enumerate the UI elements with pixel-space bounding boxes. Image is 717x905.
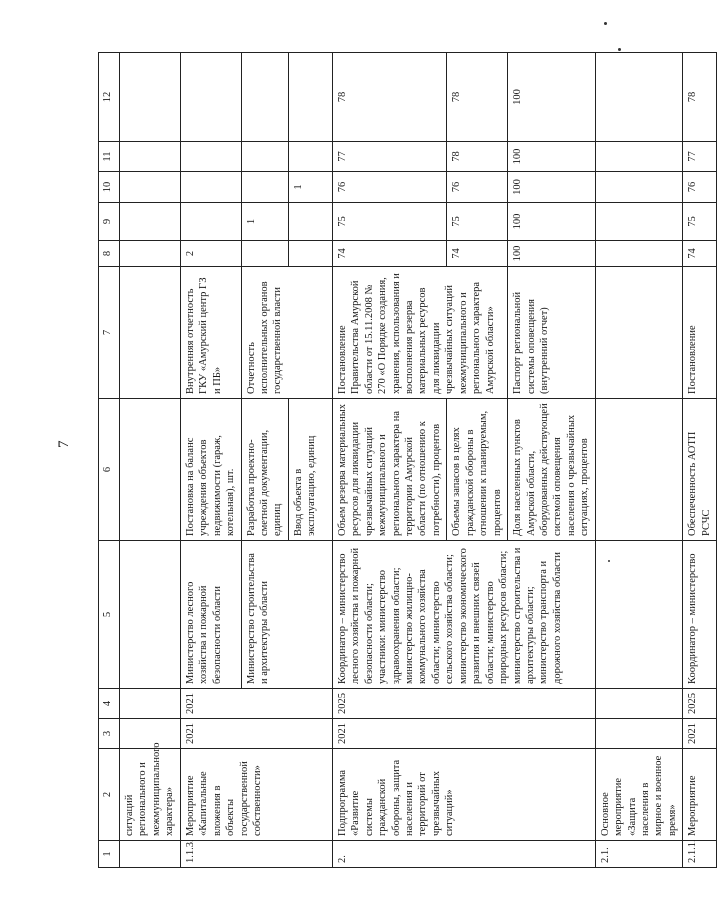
executor: Министерство лесного хозяйства и пожарной безопасности области	[180, 541, 241, 689]
value-cell: 74	[447, 241, 508, 267]
table-row	[595, 53, 683, 868]
indicator: Разработка проектно-сметной документации, единиц	[241, 399, 288, 541]
row-name: Мероприятие «Капитальные вложения в объекты государственной собственности»	[180, 749, 332, 841]
row-number: 2.	[332, 841, 595, 868]
rotated-table-container	[98, 53, 712, 868]
value-cell: 74	[332, 241, 447, 267]
table-row	[120, 53, 181, 868]
indicator: Доля населенных пунктов Амурской области, оборудованных действующей системой оповещения населения о чрезвычайных ситуациях, процентов	[508, 399, 596, 541]
source: Паспорт региональной системы оповещения (внутренний отчет)	[508, 267, 596, 399]
header-cell: 9	[99, 203, 120, 241]
header-cell: 8	[99, 241, 120, 267]
indicator: Ввод объекта в эксплуатацию, единиц	[288, 399, 332, 541]
row-number: 2.1.1.	[683, 841, 717, 868]
row-name: Основное мероприятие «Защита населения в мирное и военное время»	[595, 749, 683, 841]
header-cell: 3	[99, 719, 120, 749]
executor: Министерство строительства и архитектуры области	[241, 541, 332, 689]
value-cell: 100	[508, 203, 596, 241]
value-cell: 78	[683, 53, 717, 142]
indicator: Объем резерва материальных ресурсов для ликвидации чрезвычайных ситуаций межмуниципального и регионального характера на территории Амурской области (по отношению к потребности), процентов	[332, 399, 447, 541]
value-cell: 1	[288, 172, 332, 203]
source: Постановление	[683, 267, 717, 399]
table-row	[332, 53, 447, 868]
end-year: 2021	[180, 689, 332, 719]
row-name: ситуаций регионального и межмуниципального характера»	[120, 749, 181, 841]
table-row	[683, 53, 717, 868]
value-cell: 76	[332, 172, 447, 203]
source: Отчетность исполнительных органов государственной власти	[241, 267, 332, 399]
header-cell: 1	[99, 841, 120, 868]
value-cell: 76	[683, 172, 717, 203]
value-cell: 75	[332, 203, 447, 241]
value-cell: 100	[508, 172, 596, 203]
start-year: 2021	[683, 719, 717, 749]
row-name: Мероприятие	[683, 749, 717, 841]
value-cell: 75	[447, 203, 508, 241]
start-year: 2021	[180, 719, 332, 749]
value-cell: 77	[332, 142, 447, 172]
value-cell: 1	[241, 203, 288, 241]
executor: Координатор – министерство	[683, 541, 717, 689]
value-cell: 100	[508, 142, 596, 172]
header-row	[99, 53, 120, 868]
value-cell: 75	[683, 203, 717, 241]
scan-speck	[618, 48, 621, 51]
indicator: Объемы запасов в целях гражданской обороны в отношении к планируемым, процентов	[447, 399, 508, 541]
row-number: 2.1.	[595, 841, 683, 868]
header-cell: 10	[99, 172, 120, 203]
row-number: 1.1.3.	[180, 841, 332, 868]
scan-speck	[604, 22, 607, 25]
header-cell: 5	[99, 541, 120, 689]
row-name: Подпрограмма «Развитие системы гражданской обороны, защита населения и территорий от чрезвычайных ситуаций»	[332, 749, 595, 841]
source: Внутренняя отчетность ГКУ «Амурский центр ГЗ и ПБ»	[180, 267, 241, 399]
header-cell: 4	[99, 689, 120, 719]
start-year: 2021	[332, 719, 595, 749]
header-cell: 2	[99, 749, 120, 841]
table-row	[180, 53, 241, 868]
page-number: 7	[56, 440, 72, 448]
value-cell: 74	[683, 241, 717, 267]
source: Постановление Правительства Амурской области от 15.11.2008 № 270 «О Порядке создания, хранения, использования и восполнения резерва материальных ресурсов для ликвидации чрезвычайных ситуаций межмуниципального и регионального характера Амурской области»	[332, 267, 507, 399]
header-cell: 12	[99, 53, 120, 142]
value-cell: 100	[508, 53, 596, 142]
value-cell: 77	[683, 142, 717, 172]
value-cell: 100	[508, 241, 596, 267]
value-cell: 78	[447, 142, 508, 172]
value-cell: 2	[180, 241, 241, 267]
end-year: 2025	[683, 689, 717, 719]
value-cell: 78	[447, 53, 508, 142]
executor: Координатор – министерство лесного хозяйства и пожарной безопасности области; участники: министерство здравоохранения области; министерство жилищно-коммунального хозяйства области; министерство сельского хозяйства области; министерство экономического развития и внешних связей области; министерство природных ресурсов области; министерство строительства и архитектуры области; министерство транспорта и дорожного хозяйства области	[332, 541, 595, 689]
indicator: Постановка на баланс учреждения объектов недвижимости (гараж, котельная), шт.	[180, 399, 241, 541]
header-cell: 11	[99, 142, 120, 172]
program-table	[98, 52, 717, 868]
indicator: Обеспеченность АОТП РСЧС	[683, 399, 717, 541]
end-year: 2025	[332, 689, 595, 719]
value-cell: 76	[447, 172, 508, 203]
header-cell: 7	[99, 267, 120, 399]
header-cell: 6	[99, 399, 120, 541]
value-cell: 78	[332, 53, 447, 142]
